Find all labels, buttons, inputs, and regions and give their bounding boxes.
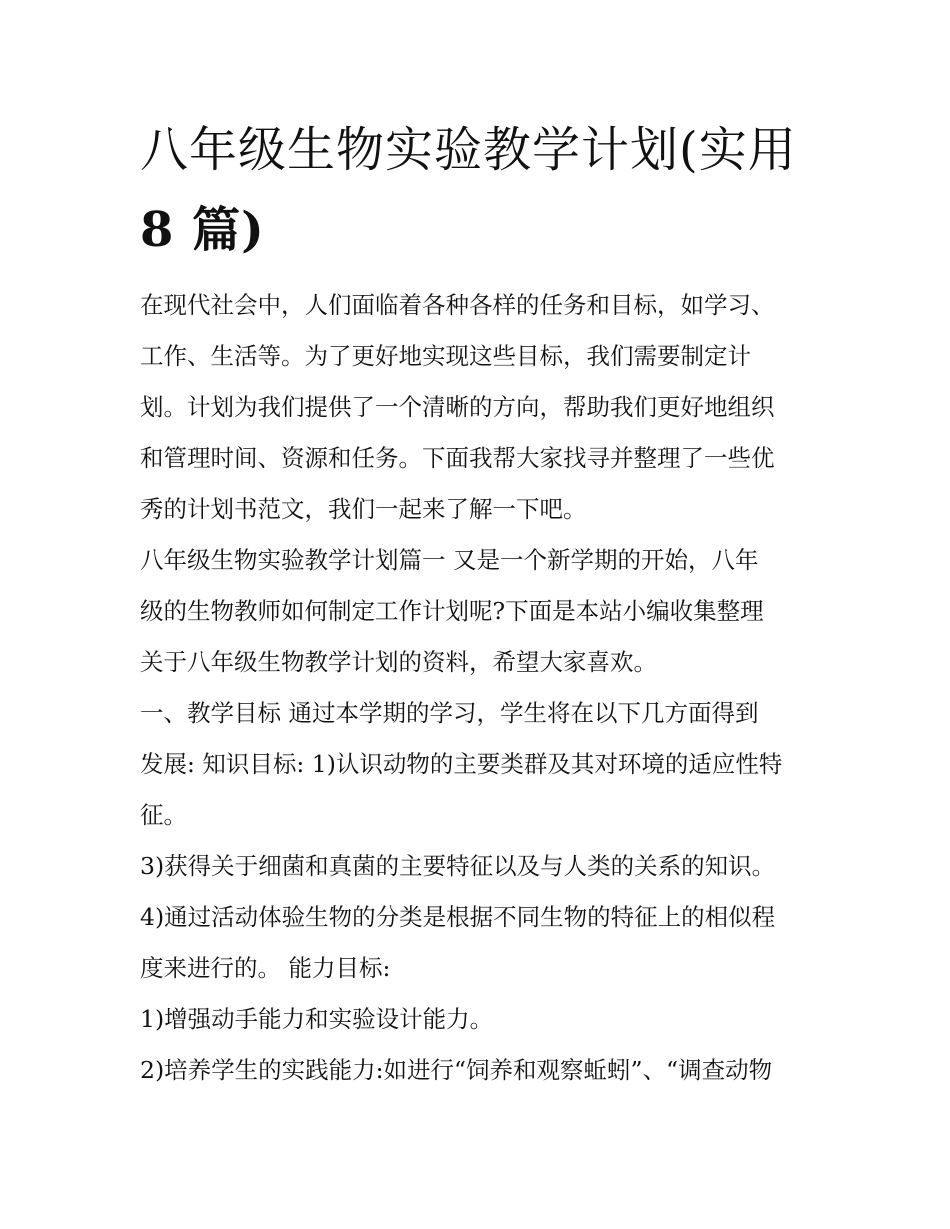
- paragraph: [140, 535, 815, 688]
- paragraph: [140, 892, 815, 994]
- text-line: 发展: 知识目标: 1)认识动物的主要类群及其对环境的适应性特: [140, 750, 783, 778]
- text-line: 4)通过活动体验生物的分类是根据不同生物的特征上的相似程: [140, 903, 776, 931]
- paragraph: [140, 841, 815, 892]
- paragraph: [140, 1045, 815, 1096]
- paragraph: [140, 280, 815, 535]
- text-line: 征。: [140, 801, 187, 829]
- text-line: 秀的计划书范文，我们一起来了解一下吧。: [140, 495, 587, 523]
- text-line: 2)培养学生的实践能力:如进行“饲养和观察蚯蚓”、“调查动物: [140, 1056, 773, 1084]
- text-line: 一、教学目标 通过本学期的学习，学生将在以下几方面得到: [140, 699, 759, 727]
- text-line: 3)获得关于细菌和真菌的主要特征以及与人类的关系的知识。: [140, 852, 776, 880]
- text-line: 级的生物教师如何制定工作计划呢?下面是本站小编收集整理: [140, 597, 764, 625]
- document-page: [140, 110, 815, 1096]
- document-title: [140, 110, 815, 270]
- title-line-1: 八年级生物实验教学计划(实用: [140, 122, 797, 178]
- text-line: 划。计划为我们提供了一个清晰的方向，帮助我们更好地组织: [140, 393, 775, 421]
- paragraph: [140, 688, 815, 841]
- text-line: 和管理时间、资源和任务。下面我帮大家找寻并整理了一些优: [140, 444, 775, 472]
- text-line: 在现代社会中，人们面临着各种各样的任务和目标，如学习、: [140, 291, 775, 319]
- text-line: 工作、生活等。为了更好地实现这些目标，我们需要制定计: [140, 342, 751, 370]
- paragraph: [140, 994, 815, 1045]
- text-line: 度来进行的。 能力目标:: [140, 954, 391, 982]
- text-line: 八年级生物实验教学计划篇一 又是一个新学期的开始，八年: [140, 546, 759, 574]
- text-line: 关于八年级生物教学计划的资料，希望大家喜欢。: [140, 648, 657, 676]
- body-text: [140, 280, 815, 1096]
- title-line-2: 8 篇): [140, 202, 265, 258]
- text-line: 1)增强动手能力和实验设计能力。: [140, 1005, 494, 1033]
